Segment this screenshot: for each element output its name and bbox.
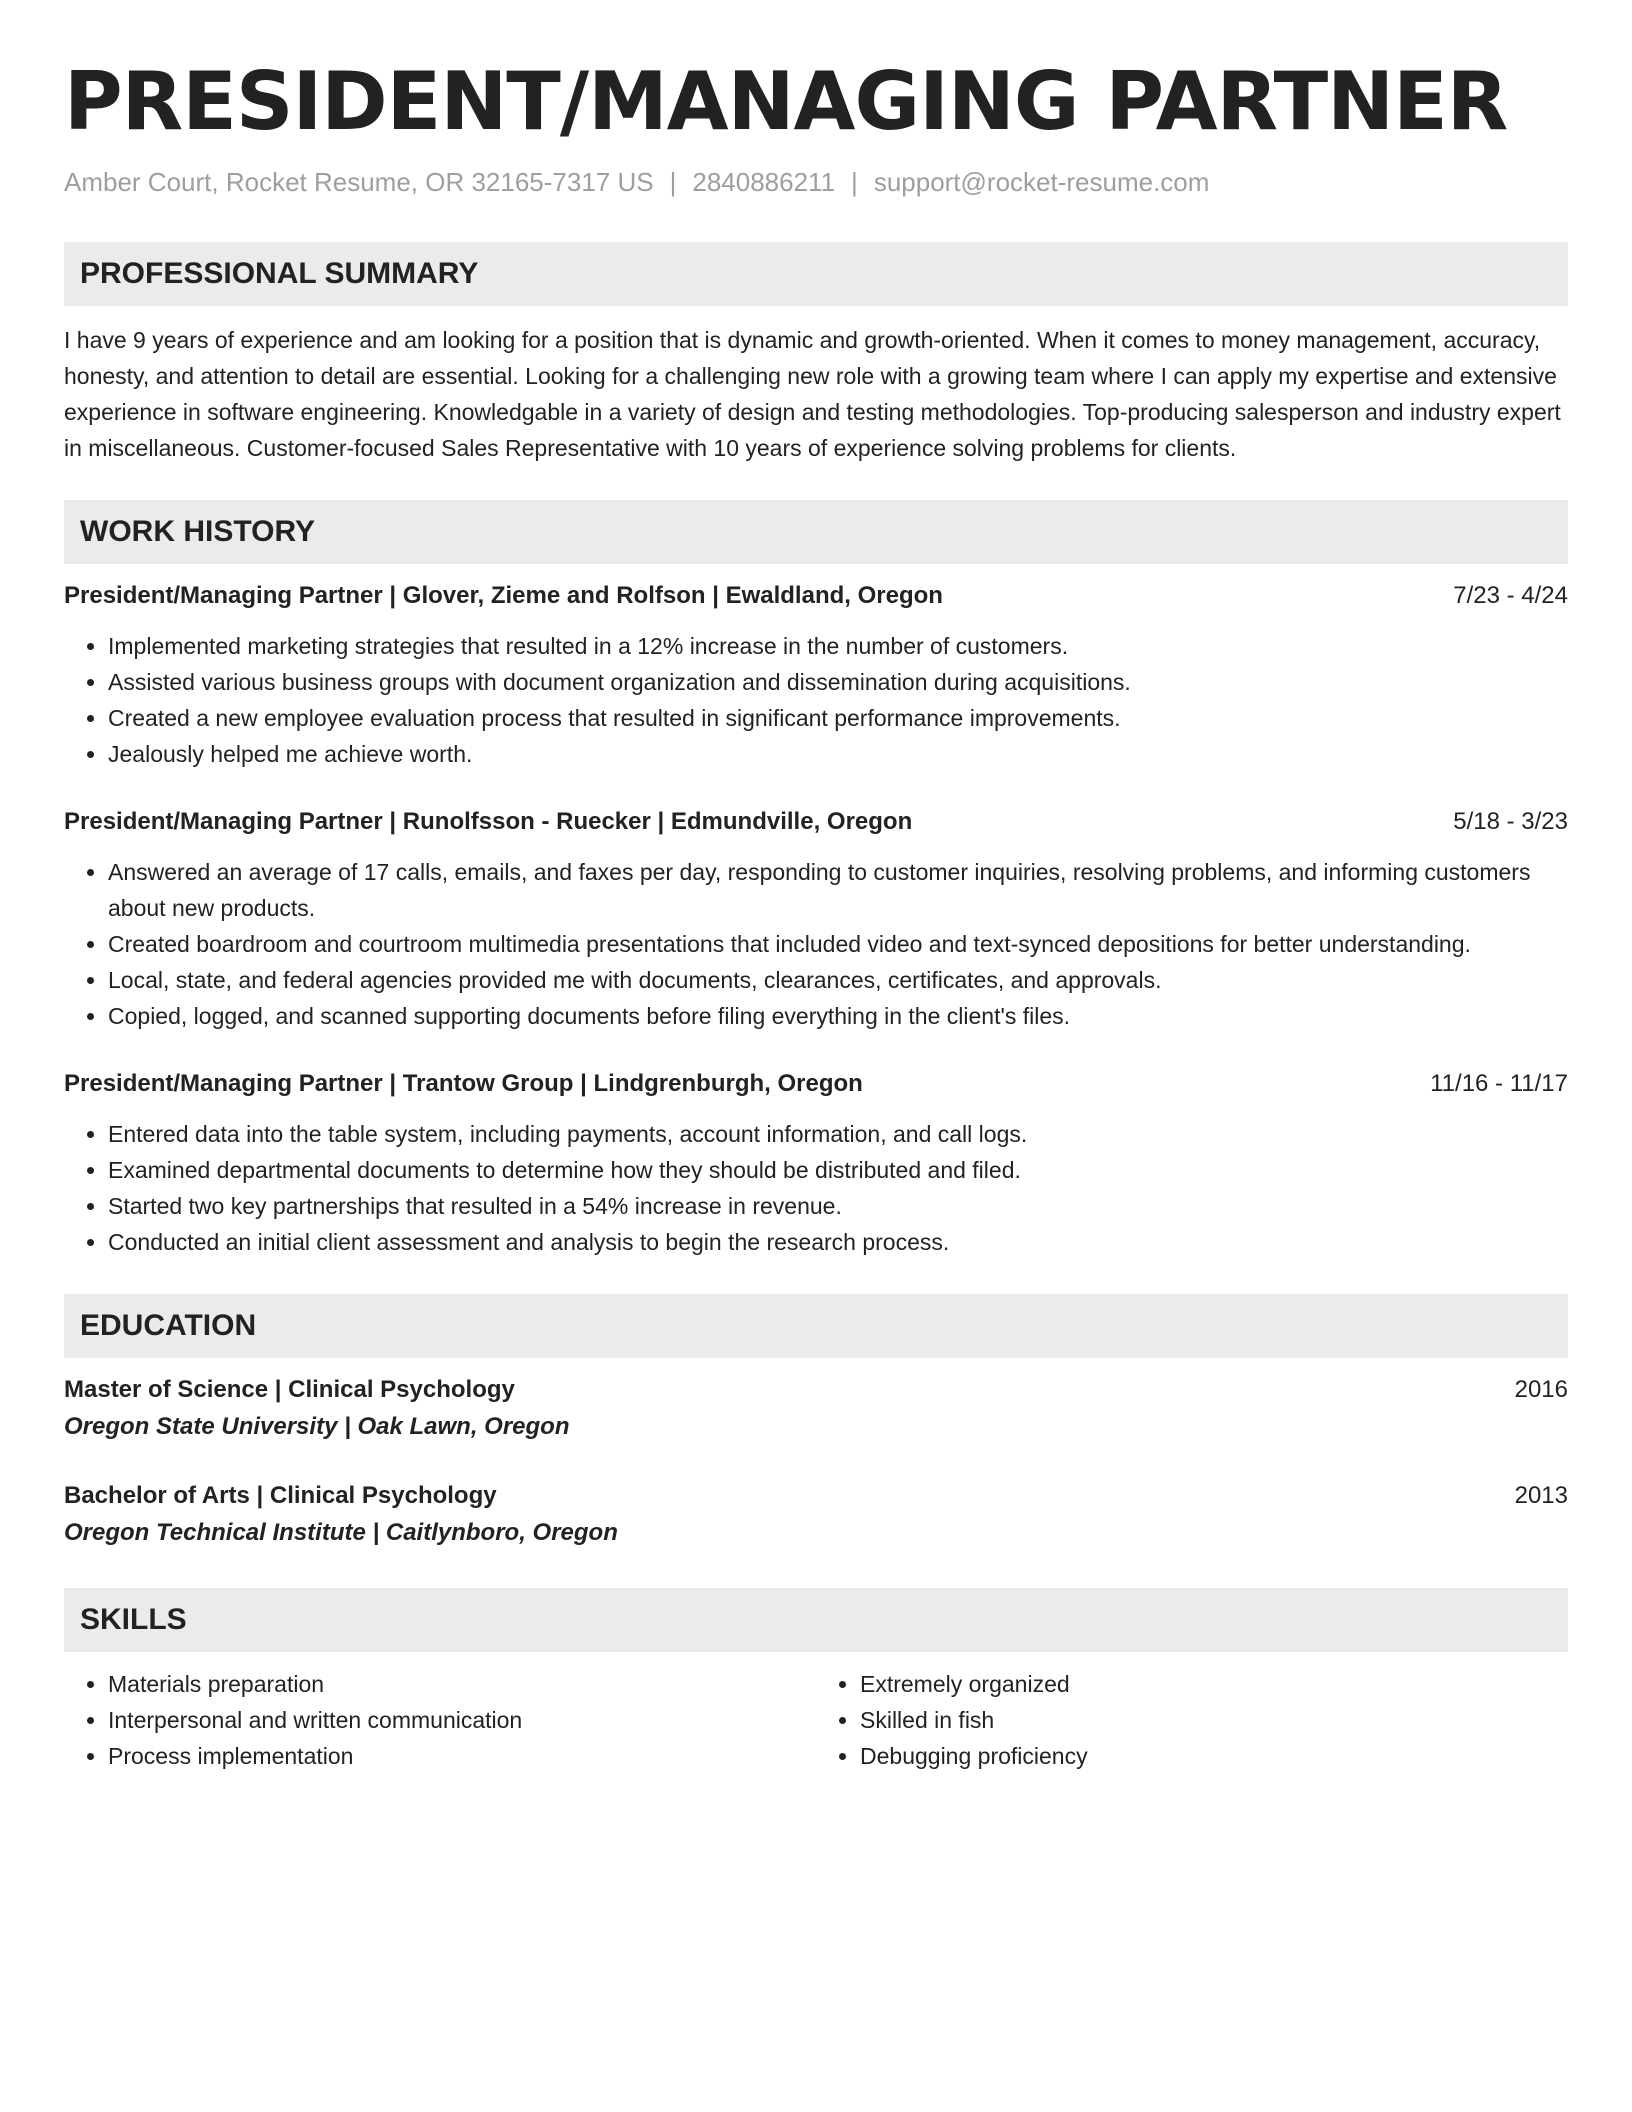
job-dates: 5/18 - 3/23: [1453, 808, 1568, 835]
contact-line: [64, 164, 1568, 200]
job-bullet: • Jealously helped me achieve worth.: [108, 736, 1568, 772]
job-bullet: • Copied, logged, and scanned supporting documents before filing everything in the client's files.: [108, 998, 1568, 1034]
job-bullet: • Created a new employee evaluation process that resulted in significant performance improvements.: [108, 700, 1568, 736]
section-header-work-history: WORK HISTORY: [64, 500, 1568, 564]
skill-item: • Interpersonal and written communication: [108, 1702, 816, 1738]
job-bullet: • Answered an average of 17 calls, emails, and faxes per day, responding to customer inquiries, resolving problems, and informing customers about new products.: [108, 854, 1568, 926]
contact-separator: |: [669, 167, 677, 197]
job-bullet: • Started two key partnerships that resulted in a 54% increase in revenue.: [108, 1188, 1568, 1224]
job-title: President/Managing Partner | Glover, Zieme and Rolfson | Ewaldland, Oregon: [64, 582, 943, 609]
education-degree: Master of Science | Clinical Psychology: [64, 1376, 515, 1403]
job-title: President/Managing Partner | Trantow Group | Lindgrenburgh, Oregon: [64, 1070, 863, 1097]
job-bullets: [64, 1116, 1568, 1260]
skills-column-right: [816, 1666, 1568, 1774]
education-year: 2013: [1514, 1482, 1568, 1509]
skill-item: • Debugging proficiency: [860, 1738, 1568, 1774]
summary-text: I have 9 years of experience and am looking for a position that is dynamic and growth-oriented. When it comes to money management, accuracy, honesty, and attention to detail are essential. Looking for a challenging new role with a growing team where I can apply my expertise and extensive experience in software engineering. Knowledgable in a variety of design and testing methodologies. Top-producing salesperson and industry expert in miscellaneous. Customer-focused Sales Representative with 10 years of experience solving problems for clients.: [64, 327, 1561, 461]
job-title: President/Managing Partner | Runolfsson - Ruecker | Edmundville, Oregon: [64, 808, 913, 835]
section-header-education: EDUCATION: [64, 1294, 1568, 1358]
skills-column-left: [64, 1666, 816, 1774]
job-bullet: • Entered data into the table system, including payments, account information, and call logs.: [108, 1116, 1568, 1152]
job-bullet: • Conducted an initial client assessment and analysis to begin the research process.: [108, 1224, 1568, 1260]
skill-item: • Extremely organized: [860, 1666, 1568, 1702]
job-entry: [64, 578, 1568, 772]
contact-address: Amber Court, Rocket Resume, OR 32165-7317 US: [64, 167, 654, 197]
section-header-summary: PROFESSIONAL SUMMARY: [64, 242, 1568, 306]
education-school: Oregon State University | Oak Lawn, Oregon: [64, 1413, 570, 1440]
job-dates: 7/23 - 4/24: [1453, 582, 1568, 609]
education-entry: [64, 1372, 1568, 1446]
resume-name: PRESIDENT/MANAGING PARTNER: [64, 55, 1508, 148]
job-entry: [64, 804, 1568, 1034]
skill-item: • Materials preparation: [108, 1666, 816, 1702]
job-bullet: • Created boardroom and courtroom multimedia presentations that included video and text-synced depositions for better understanding.: [108, 926, 1568, 962]
job-bullet: • Local, state, and federal agencies provided me with documents, clearances, certificates, and approvals.: [108, 962, 1568, 998]
education-school: Oregon Technical Institute | Caitlynboro, Oregon: [64, 1519, 618, 1546]
contact-phone: 2840886211: [692, 167, 836, 197]
education-entry: [64, 1478, 1568, 1552]
education-degree: Bachelor of Arts | Clinical Psychology: [64, 1482, 497, 1509]
job-bullet: • Implemented marketing strategies that resulted in a 12% increase in the number of customers.: [108, 628, 1568, 664]
resume-page: [64, 52, 1568, 1774]
job-bullet: • Assisted various business groups with document organization and dissemination during acquisitions.: [108, 664, 1568, 700]
section-header-skills: SKILLS: [64, 1588, 1568, 1652]
job-bullets: [64, 854, 1568, 1034]
skills-list: [64, 1666, 1568, 1774]
job-entry: [64, 1066, 1568, 1260]
skill-item: • Skilled in fish: [860, 1702, 1568, 1738]
contact-email: support@rocket-resume.com: [873, 167, 1210, 197]
job-bullets: [64, 628, 1568, 772]
job-bullet: • Examined departmental documents to determine how they should be distributed and filed.: [108, 1152, 1568, 1188]
education-year: 2016: [1514, 1376, 1568, 1403]
skill-item: • Process implementation: [108, 1738, 816, 1774]
job-dates: 11/16 - 11/17: [1430, 1070, 1568, 1097]
contact-separator: |: [851, 167, 858, 197]
